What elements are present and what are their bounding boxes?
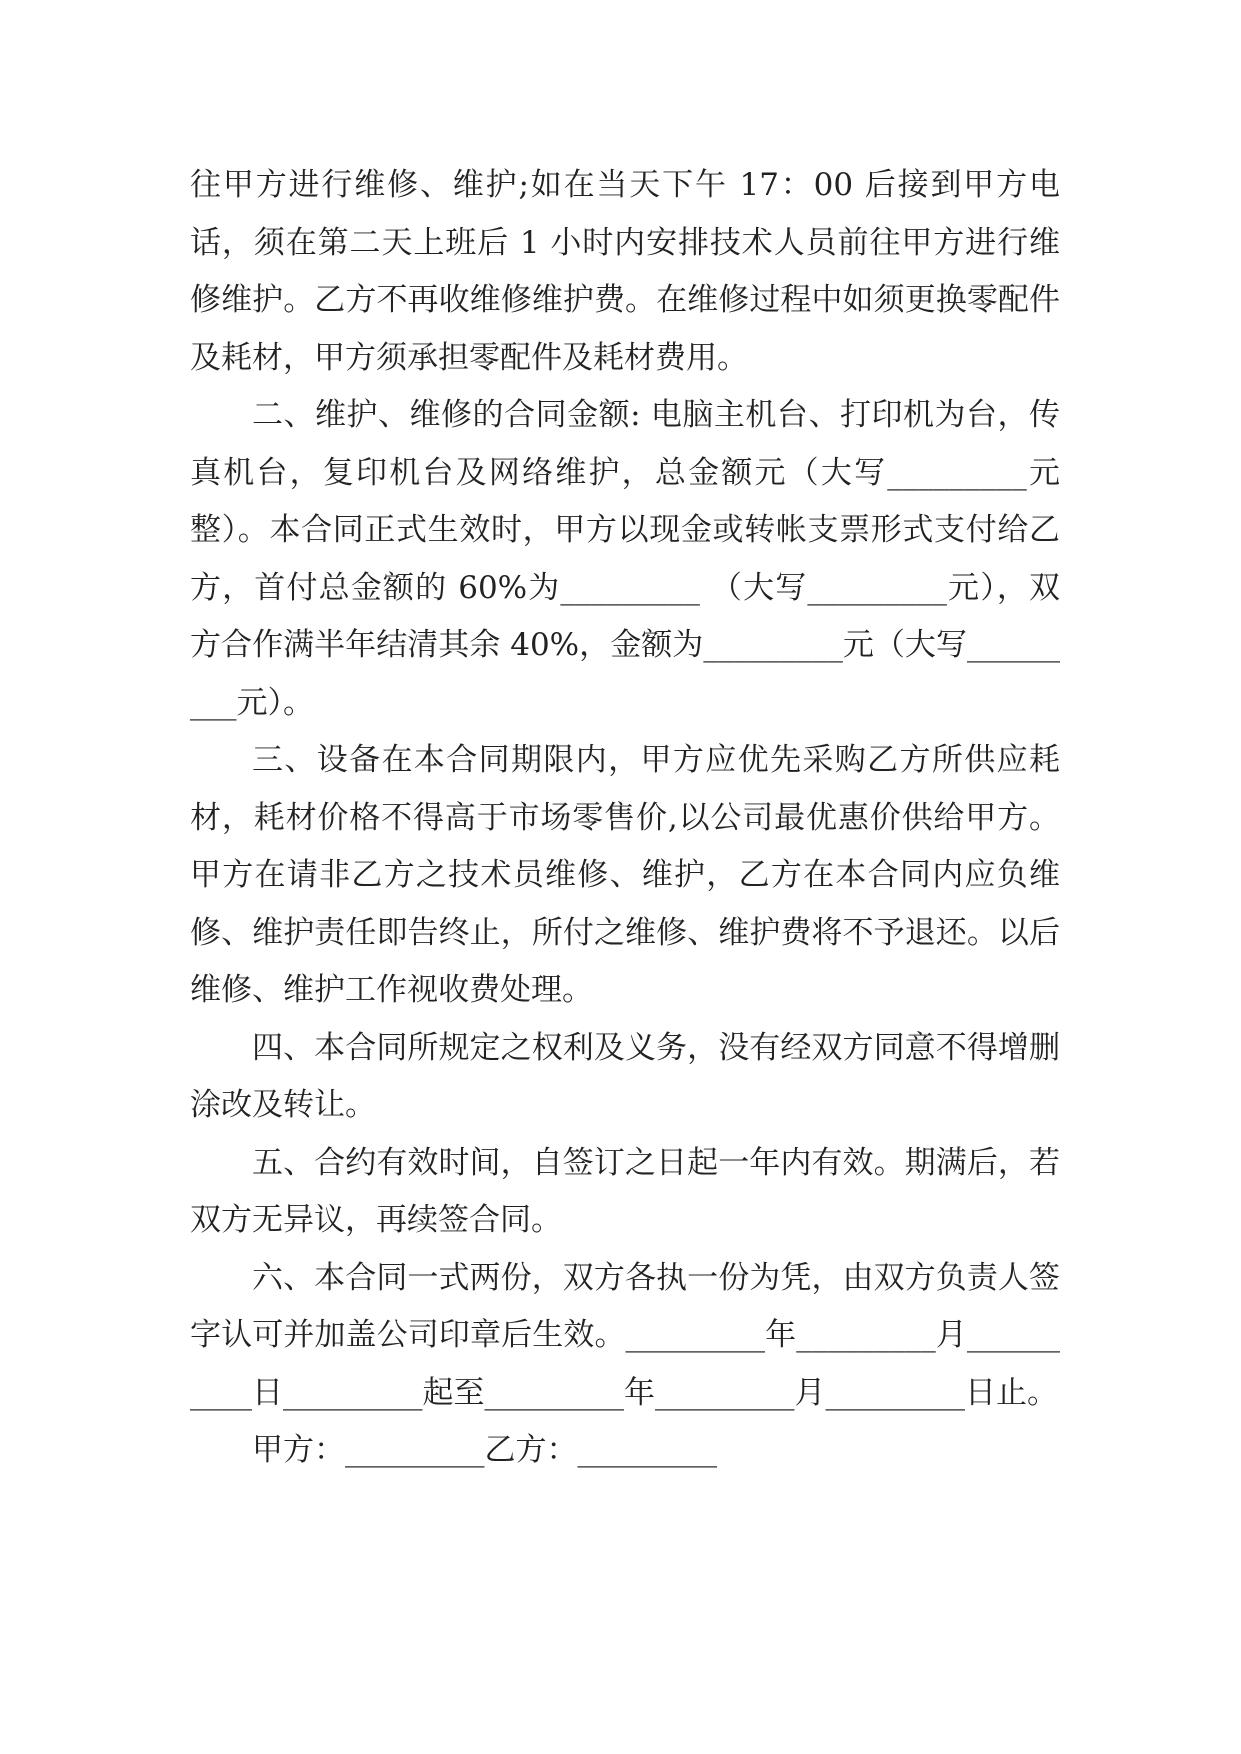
paragraph-copies-effective: 六、本合同一式两份，双方各执一份为凭，由双方负责人签字认可并加盖公司印章后生效。_________年_________月__________日_________起至_________年_________月_________日止。 bbox=[190, 1259, 1060, 1411]
signature-line: 甲方：_________乙方：_________ bbox=[252, 1432, 717, 1468]
paragraph-consumables: 三、设备在本合同期限内，甲方应优先采购乙方所供应耗材，耗材价格不得高于市场零售价,以公司最优惠价供给甲方。甲方在请非乙方之技术员维修、维护，乙方在本合同内应负维修、维护责任即告终止，所付之维修、维护费将不予退还。以后维修、维护工作视收费处理。 bbox=[190, 742, 1060, 1008]
paragraph-validity-period: 五、合约有效时间，自签订之日起一年内有效。期满后，若双方无异议，再续签合同。 bbox=[190, 1144, 1060, 1238]
paragraph-maintenance-response: 往甲方进行维修、维护;如在当天下午 17：00 后接到甲方电话，须在第二天上班后 1 小时内安排技术人员前往甲方进行维修维护。乙方不再收维修维护费。在维修过程中如须更换零配件及耗材，甲方须承担零配件及耗材费用。 bbox=[190, 167, 1060, 376]
contract-body bbox=[190, 157, 1060, 1480]
paragraph-contract-amount: 二、维护、维修的合同金额: 电脑主机台、打印机为台，传真机台，复印机台及网络维护，总金额元（大写_________元整）。本合同正式生效时，甲方以现金或转帐支票形式支付给乙方，首付总金额的 60%为_________ （大写_________元），双方合作满半年结清其余 40%，金额为_________元（大写_________元）。 bbox=[190, 397, 1060, 721]
paragraph-rights-obligations: 四、本合同所规定之权利及义务，没有经双方同意不得增删涂改及转让。 bbox=[190, 1029, 1060, 1123]
